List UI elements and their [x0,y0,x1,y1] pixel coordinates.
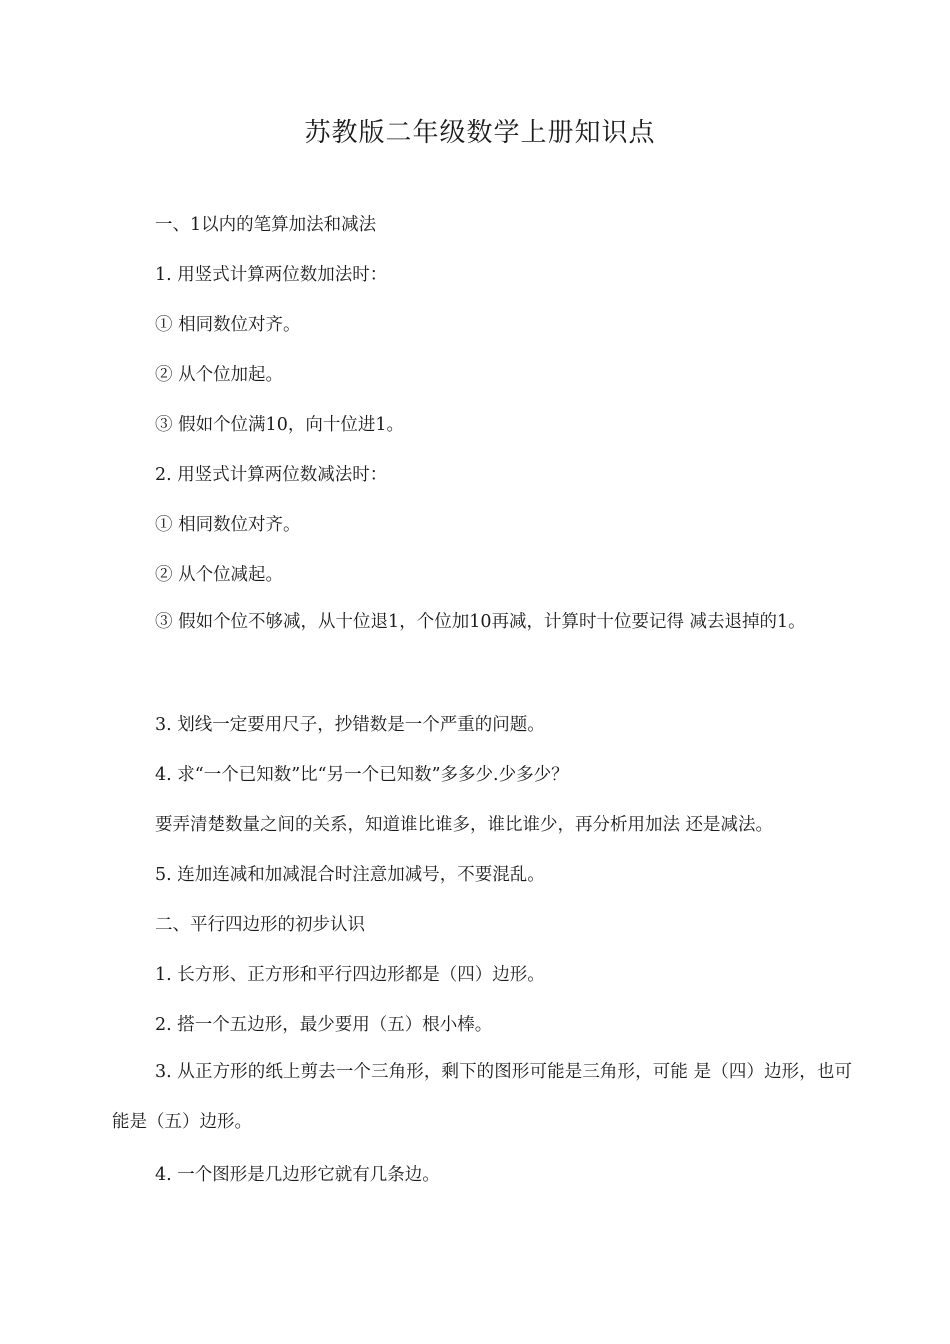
list-item: ① 相同数位对齐。 [155,515,301,535]
list-item: ③ 假如个位不够减，从十位退1，个位加10再减，计算时十位要记得 减去退掉的1。 [155,612,806,632]
list-item: 2. 搭一个五边形，最少要用（五）根小棒。 [155,1015,493,1035]
list-item: 1. 用竖式计算两位数加法时： [155,265,388,285]
list-item: 1. 长方形、正方形和平行四边形都是（四）边形。 [155,965,545,985]
list-item: 4. 一个图形是几边形它就有几条边。 [155,1165,440,1185]
page-title: 苏教版二年级数学上册知识点 [304,118,656,148]
section-heading-2: 二、平行四边形的初步认识 [155,915,365,935]
list-item: ③ 假如个位满10，向十位进1。 [155,415,404,435]
paragraph: 要弄清楚数量之间的关系，知道谁比谁多，谁比谁少，再分析用加法 还是减法。 [155,815,774,835]
list-item: ② 从个位加起。 [155,365,284,385]
list-item: 2. 用竖式计算两位数减法时： [155,465,388,485]
section-heading-1: 一、1以内的笔算加法和减法 [155,215,377,235]
list-item: 4. 求“一个已知数”比“另一个已知数”多多少.少多少？ [155,765,569,785]
list-item: ② 从个位减起。 [155,565,284,585]
list-item: 3. 划线一定要用尺子，抄错数是一个严重的问题。 [155,715,545,735]
list-item: 3. 从正方形的纸上剪去一个三角形，剩下的图形可能是三角形，可能 是（四）边形，也可能是（五）边形。 [112,1062,852,1132]
list-item: ① 相同数位对齐。 [155,315,301,335]
list-item: 5. 连加连减和加减混合时注意加减号，不要混乱。 [155,865,545,885]
